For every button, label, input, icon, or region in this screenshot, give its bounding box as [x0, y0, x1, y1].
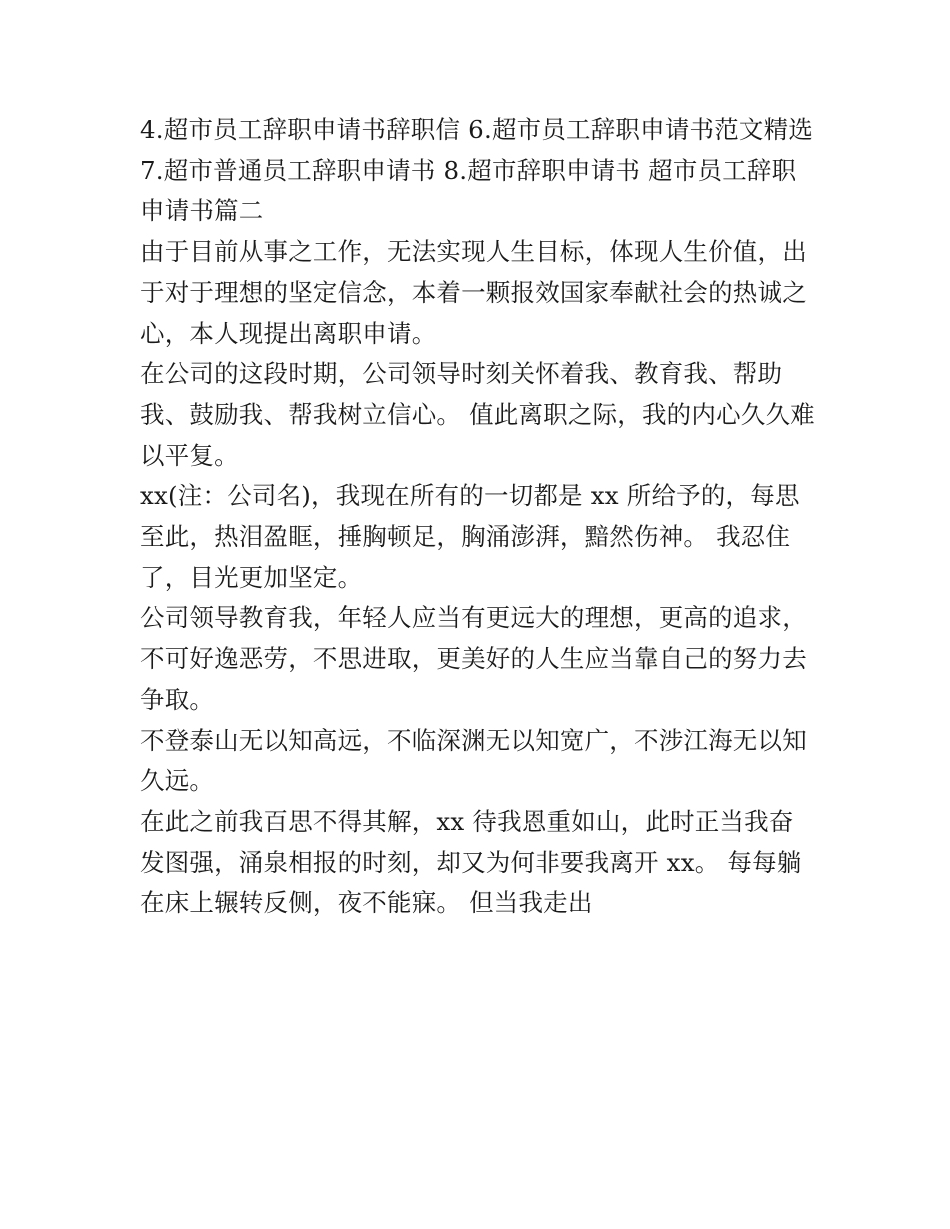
paragraph-leadership: 公司领导教育我，年轻人应当有更远大的理想，更高的追求，不可好逸恶劳，不思进取，更美好的人生应当靠自己的努力去争取。 — [140, 603, 807, 714]
paragraph-reason: 由于目前从事之工作，无法实现人生目标，体现人生价值，出于对于理想的坚定信念，本着一颗报效国家奉献社会的热诚之心，本人现提出离职申请。 — [140, 237, 807, 348]
paragraph-related-list: 4.超市员工辞职申请书辞职信 6.超市员工辞职申请书范文精选 7.超市普通员工辞职申请书 8.超市辞职申请书 超市员工辞职申请书篇二 — [140, 115, 814, 226]
paragraph-proverb: 不登泰山无以知高远，不临深渊无以知宽广，不涉江海无以知久远。 — [140, 725, 807, 796]
paragraph-company: xx(注：公司名)，我现在所有的一切都是 xx 所给予的，每思至此，热泪盈眶，捶胸顿足，胸涌澎湃，黯然伤神。 我忍住了，目光更加坚定。 — [140, 481, 800, 592]
paragraph-reflection: 在此之前我百思不得其解，xx 待我恩重如山，此时正当我奋发图强，涌泉相报的时刻，却又为何非要我离开 xx。 每每躺在床上辗转反侧，夜不能寐。 但当我走出 — [140, 806, 802, 918]
document-body — [140, 110, 815, 924]
paragraph-gratitude: 在公司的这段时期，公司领导时刻关怀着我、教育我、帮助我、鼓励我、帮我树立信心。 值此离职之际，我的内心久久难以平复。 — [140, 359, 815, 470]
